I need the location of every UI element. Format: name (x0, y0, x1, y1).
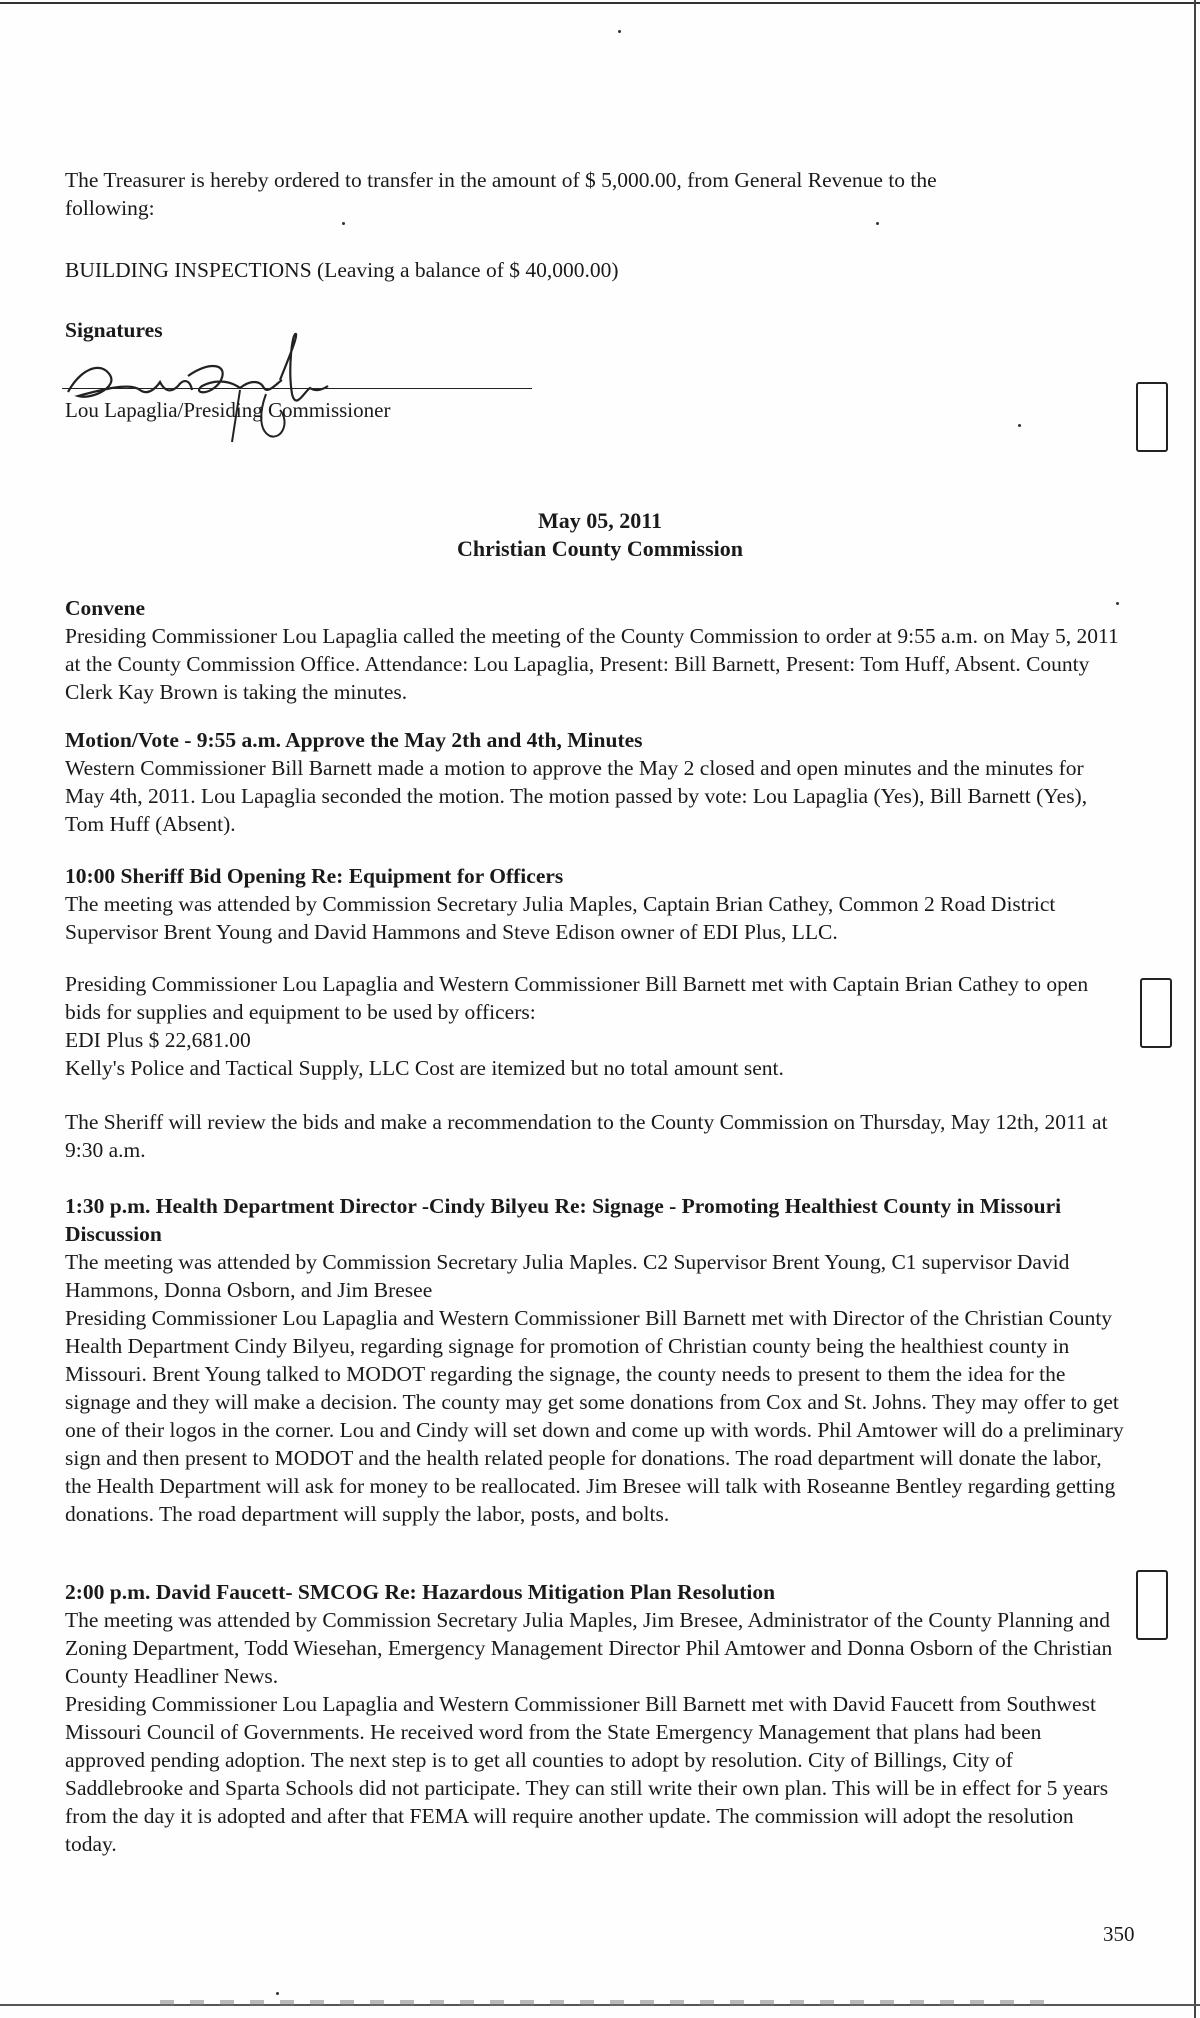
scan-speck (1018, 424, 1021, 427)
section-paragraph: Presiding Commissioner Lou Lapaglia and Western Commissioner Bill Barnett met with Director of the Christian County Health Department Cindy Bilyeu, regarding signage for promotion of Christian county being the healthiest county in Missouri. Brent Young talked to MODOT regarding the signage, the county needs to present to them the idea for the signage and they will make a decision. The county may get some donations from Cox and St. Johns. They may offer to get one of their logos in the corner. Lou and Cindy will set down and come up with words. Phil Amtower will do a preliminary sign and then present to MODOT and the health related people for donations. The road department will donate the labor, the Health Department will ask for money to be reallocated. Jim Bresee will talk with Roseanne Bentley regarding getting donations. The road department will supply the labor, posts, and bolts. (65, 1306, 1124, 1526)
section-health-department (65, 1192, 1125, 1528)
transfer-line-1: The Treasurer is hereby ordered to transfer in the amount of $ 5,000.00, from General Revenue to the (65, 168, 937, 192)
section-heading: Convene (65, 596, 146, 620)
section-paragraph: Western Commissioner Bill Barnett made a motion to approve the May 2 closed and open minutes and the minutes for May 4th, 2011. Lou Lapaglia seconded the motion. The motion passed by vote: Lou Lapaglia (Yes), Bill Barnett (Yes), Tom Huff (Absent). (65, 756, 1088, 836)
signatures-label-text: Signatures (65, 318, 163, 342)
signature-line (62, 388, 532, 389)
section-sheriff-review (65, 1108, 1125, 1164)
section-smcog (65, 1578, 1125, 1858)
transfer-order (65, 166, 1125, 222)
scan-speck (618, 30, 621, 33)
section-motion-vote (65, 726, 1125, 838)
section-paragraph: Presiding Commissioner Lou Lapaglia called the meeting of the County Commission to order at 9:55 a.m. on May 5, 2011 at the County Commission Office. Attendance: Lou Lapaglia, Present: Bill Barnett, Present: Tom Huff, Absent. County Clerk Kay Brown is taking the minutes. (65, 624, 1119, 704)
section-heading: Motion/Vote - 9:55 a.m. Approve the May 2th and 4th, Minutes (65, 728, 643, 752)
scan-speck (876, 222, 879, 225)
building-inspections: BUILDING INSPECTIONS (Leaving a balance of $ 40,000.00) (65, 258, 619, 282)
section-paragraph: Presiding Commissioner Lou Lapaglia and Western Commissioner Bill Barnett met with David Faucett from Southwest Missouri Council of Governments. He received word from the State Emergency Management that plans had been approved pending adoption. The next step is to get all counties to adopt by resolution. City of Billings, City of Saddlebrooke and Sparta Schools did not participate. They can still write their own plan. This will be in effect for 5 years from the day it is adopted and after that FEMA will require another update. The commission will adopt the resolution today. (65, 1692, 1109, 1856)
meeting-date: May 05, 2011 (537, 508, 663, 533)
section-convene (65, 594, 1125, 706)
handwritten-signature (60, 330, 350, 450)
section-paragraph: Presiding Commissioner Lou Lapaglia and Western Commissioner Bill Barnett met with Captain Brian Cathey to open bids for supplies and equipment to be used by officers: (65, 972, 1089, 1024)
section-heading: 1:30 p.m. Health Department Director -Cindy Bilyeu Re: Signage - Promoting Healthiest County in Missouri Discussion (65, 1194, 1062, 1246)
transfer-line-2: following: (65, 196, 155, 220)
page-number: 350 (1103, 1922, 1135, 1946)
signature-caption: Lou Lapaglia/Presiding Commissioner (65, 398, 391, 422)
section-heading: 10:00 Sheriff Bid Opening Re: Equipment for Officers (65, 864, 564, 888)
section-paragraph: The meeting was attended by Commission Secretary Julia Maples, Captain Brian Cathey, Common 2 Road District Supervisor Brent Young and David Hammons and Steve Edison owner of EDI Plus, LLC. (65, 892, 1056, 944)
margin-box (1136, 1570, 1168, 1640)
section-bid-details (65, 970, 1125, 1082)
section-paragraph: The Sheriff will review the bids and make a recommendation to the County Commission on Thursday, May 12th, 2011 at 9:30 a.m. (65, 1110, 1108, 1162)
bid-line: Kelly's Police and Tactical Supply, LLC Cost are itemized but no total amount sent. (65, 1056, 784, 1080)
bid-line: EDI Plus $ 22,681.00 (65, 1028, 251, 1052)
commission-name: Christian County Commission (456, 536, 744, 561)
section-paragraph: The meeting was attended by Commission Secretary Julia Maples. C2 Supervisor Brent Young, C1 supervisor David Hammons, Donna Osborn, and Jim Bresee (65, 1250, 1070, 1302)
section-heading: 2:00 p.m. David Faucett- SMCOG Re: Hazardous Mitigation Plan Resolution (65, 1580, 776, 1604)
scan-border-top (0, 2, 1200, 4)
scan-speck (276, 1992, 279, 1995)
section-sheriff-bid (65, 862, 1125, 946)
building-inspections-line (65, 256, 1125, 284)
scan-speck (342, 222, 345, 225)
scan-bottom-marks (160, 2000, 1060, 2006)
margin-box (1140, 978, 1172, 1048)
section-paragraph: The meeting was attended by Commission Secretary Julia Maples, Jim Bresee, Administrator of the County Planning and Zoning Department, Todd Wiesehan, Emergency Management Director Phil Amtower and Donna Osborn of the Christian County Headliner News. (65, 1608, 1113, 1688)
margin-box (1136, 382, 1168, 452)
scan-border-right (1194, 0, 1196, 2018)
